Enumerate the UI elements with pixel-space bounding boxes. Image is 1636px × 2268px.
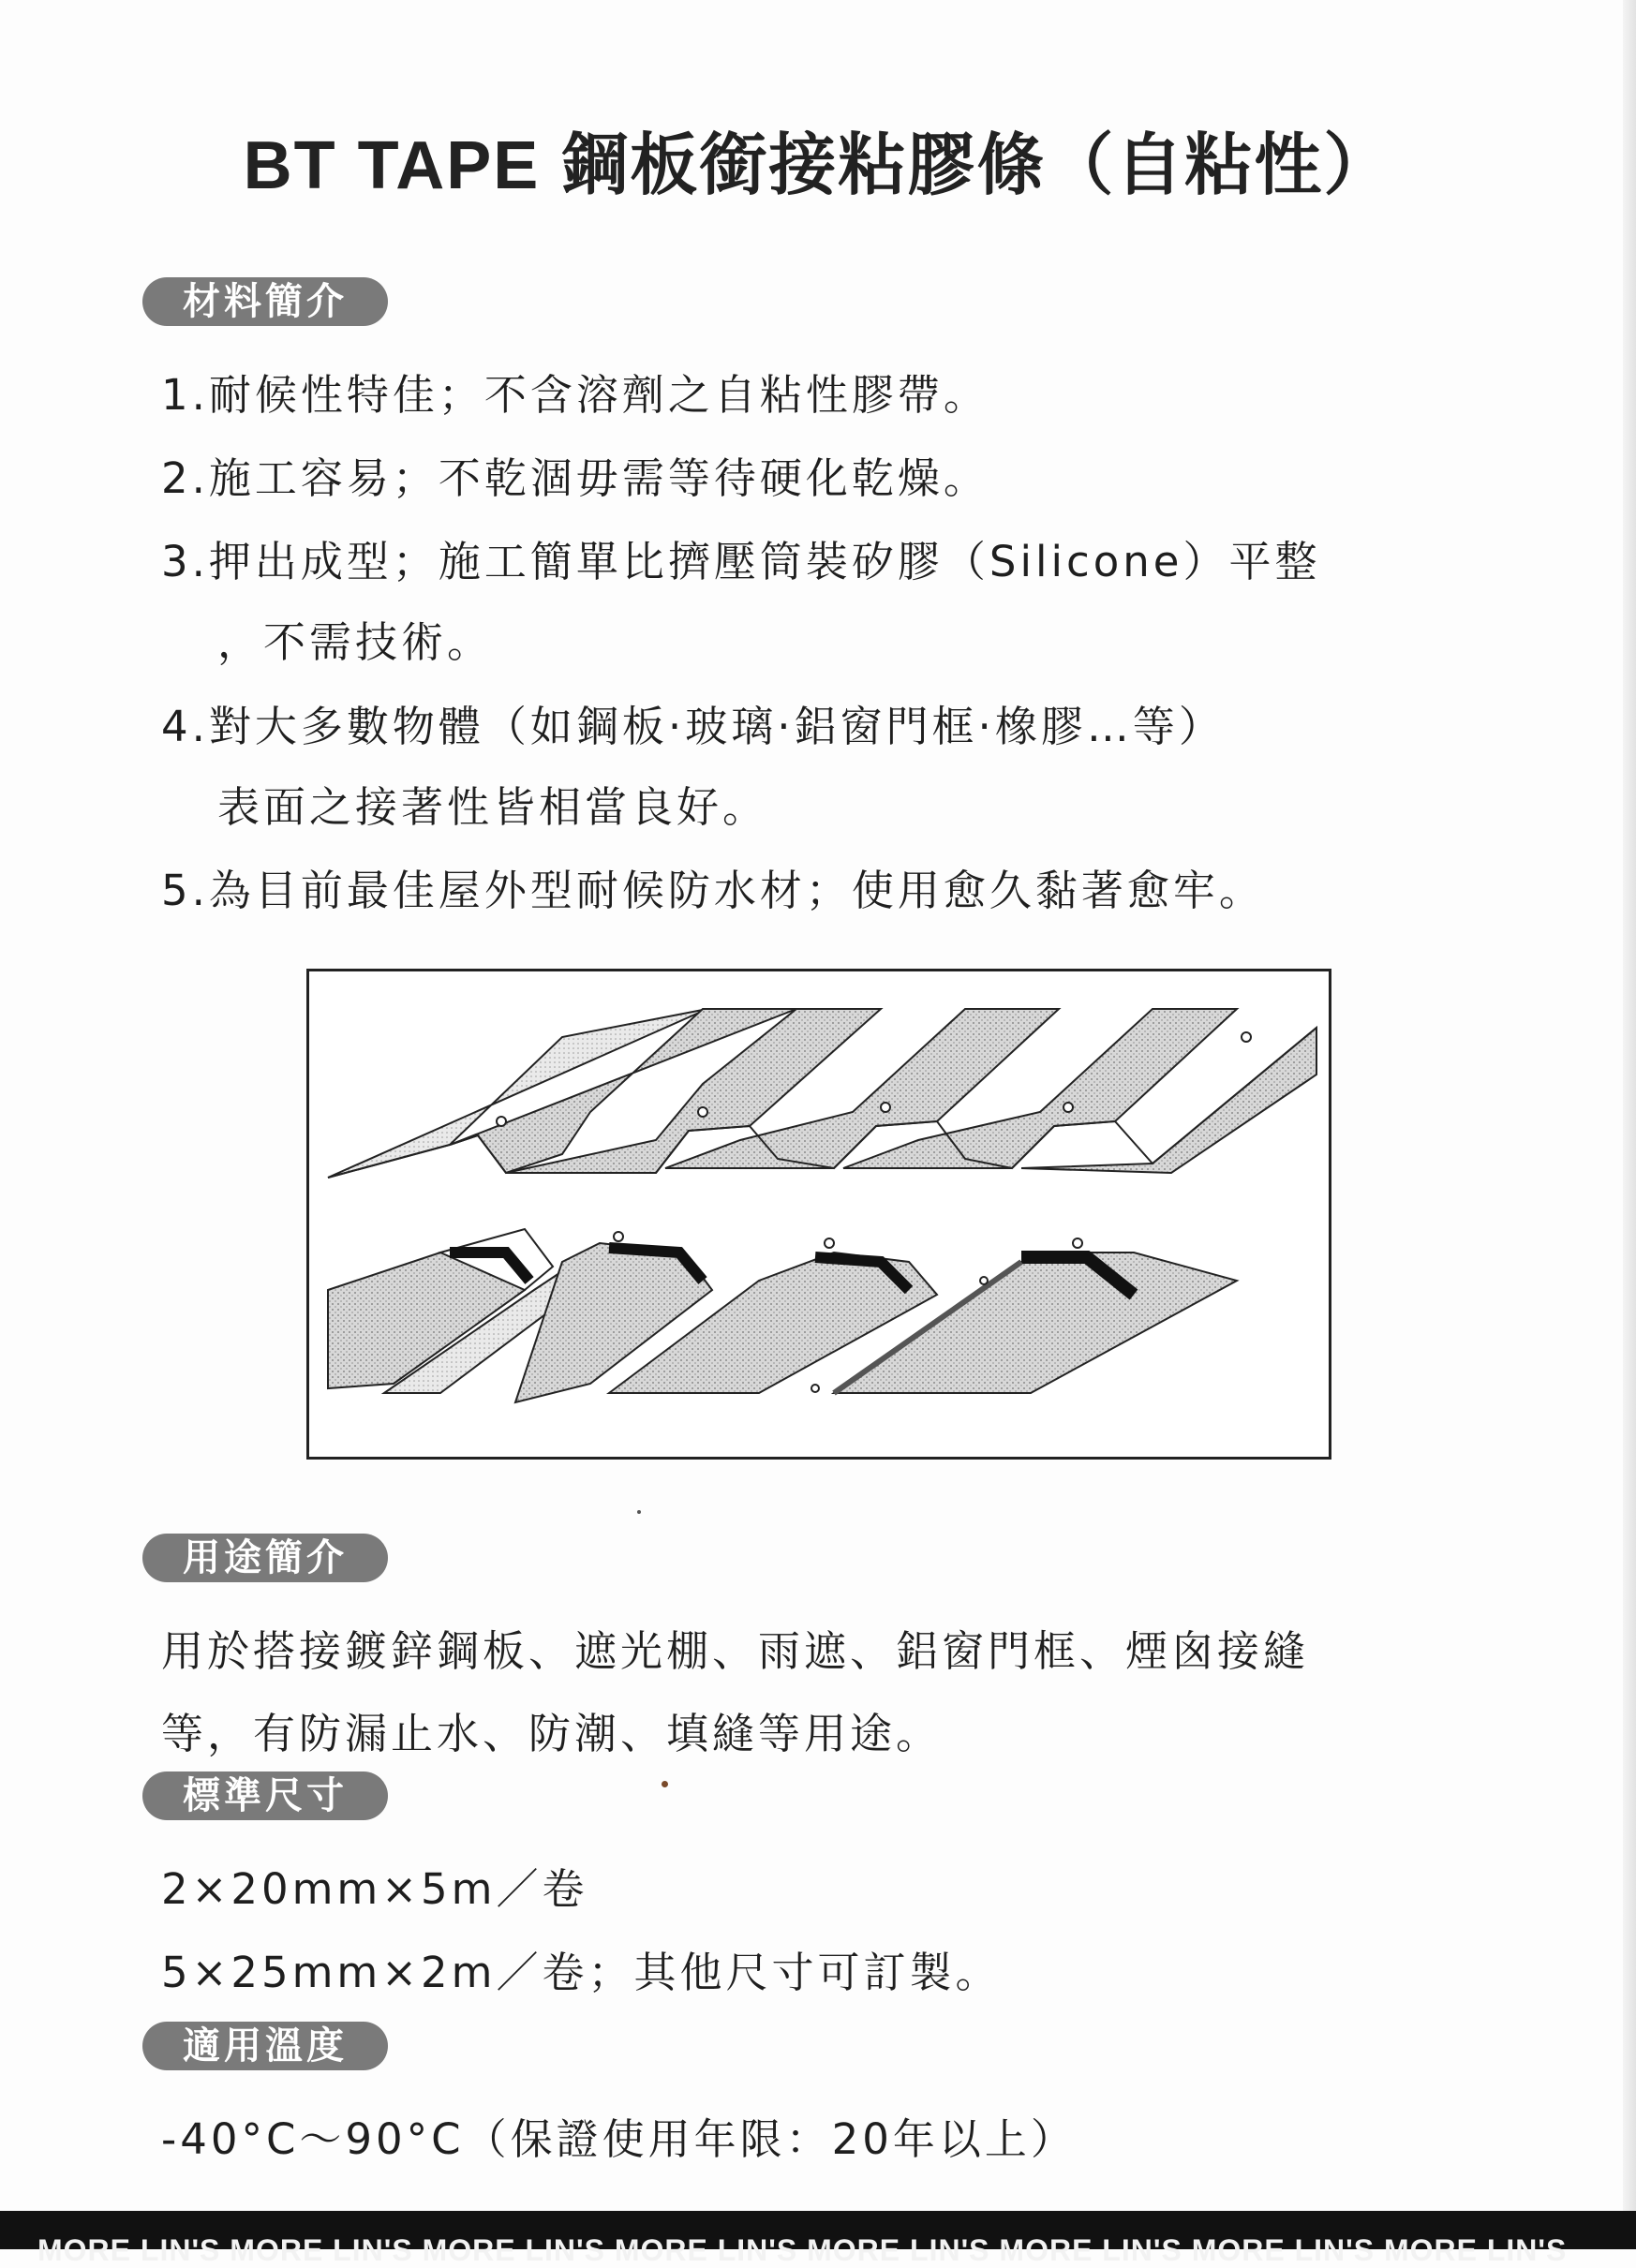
- corrugated-sheet-drawing: [309, 971, 1329, 1457]
- upper-sheet: [328, 1009, 1316, 1178]
- material-item-5: 5.為目前最佳屋外型耐候防水材；使用愈久黏著愈牢。: [161, 866, 1265, 915]
- material-item-3: 3.押出成型；施工簡單比擠壓筒裝矽膠（Silicone）平整: [161, 537, 1321, 586]
- temperature-line: -40°C～90°C（保證使用年限：20年以上）: [161, 2114, 1077, 2164]
- material-item-2: 2.施工容易；不乾涸毋需等待硬化乾燥。: [161, 453, 989, 503]
- scan-edge: [1623, 0, 1636, 2249]
- steel-sheet-illustration: [306, 969, 1331, 1460]
- size-line-1: 2×20mm×5m／卷: [161, 1864, 588, 1914]
- lower-sheets: [328, 1229, 1237, 1402]
- material-item-4-cont: 表面之接著性皆相當良好。: [217, 782, 769, 832]
- page-title: BT TAPE 鋼板銜接粘膠條（自粘性）: [243, 128, 1393, 203]
- scan-speck: [662, 1781, 668, 1787]
- size-line-2: 5×25mm×2m／卷；其他尺寸可訂製。: [161, 1948, 1002, 1997]
- section-label-sizes: 標準尺寸: [142, 1771, 388, 1820]
- scan-speck: [637, 1510, 641, 1514]
- material-item-3-cont: ，不需技術。: [217, 617, 494, 667]
- section-label-materials: 材料簡介: [142, 277, 388, 326]
- usage-line-2: 等，有防漏止水、防潮、填縫等用途。: [161, 1709, 943, 1758]
- usage-line-1: 用於搭接鍍鋅鋼板、遮光棚、雨遮、鋁窗門框、煙囪接縫: [161, 1626, 1310, 1676]
- material-item-4: 4.對大多數物體（如鋼板·玻璃·鋁窗門框·橡膠…等）: [161, 702, 1225, 751]
- section-label-usage: 用途簡介: [142, 1534, 388, 1582]
- material-item-1: 1.耐候性特佳；不含溶劑之自粘性膠帶。: [161, 370, 989, 420]
- footer-strip: [0, 2211, 1636, 2267]
- section-label-temperature: 適用溫度: [142, 2022, 388, 2070]
- footer-brand-text: MORE LIN'S MORE LIN'S MORE LIN'S MORE LIN'S MORE LIN'S MORE LIN'S MORE LIN'S MORE LIN'S: [37, 2233, 1568, 2267]
